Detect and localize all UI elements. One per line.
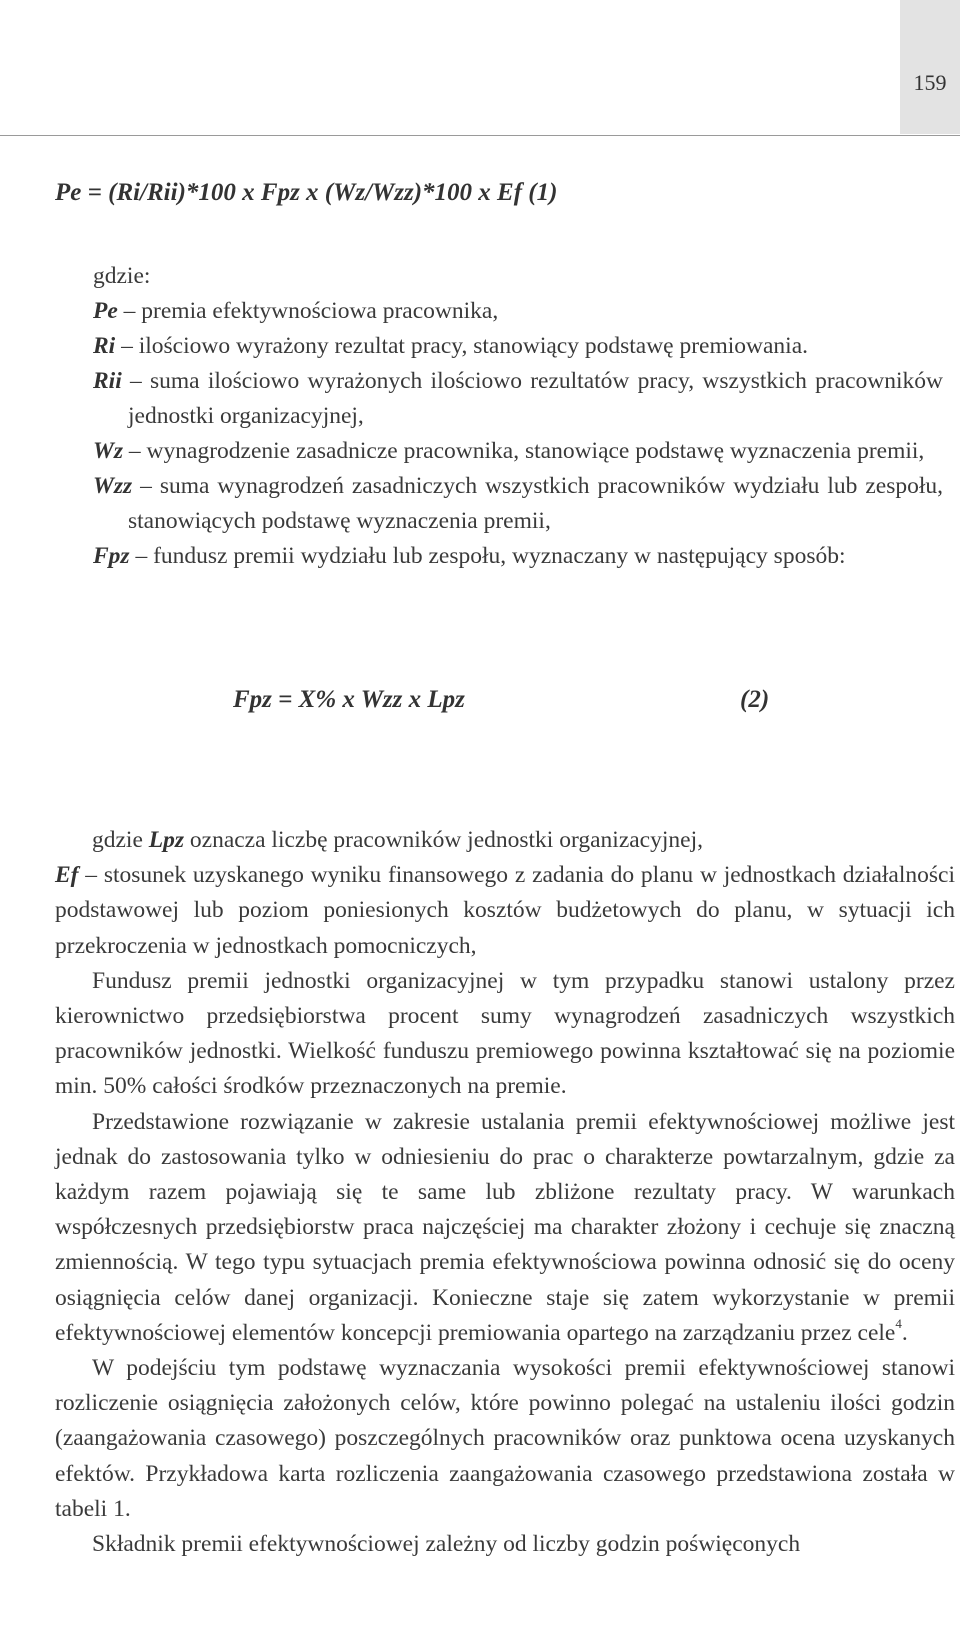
definition-item: [93, 434, 943, 469]
term: Ef: [55, 862, 79, 889]
paragraph: Fundusz premii jednostki organizacyjnej w tym przypadku stanowi ustalony przez kierownictwo przedsiębiorstwa procent sumy wynagrodzeń zasadniczych wszystkich pracowników jednostki. Wielkość funduszu premiowego powinna kształtować się na poziomie min. 50% całości środków przeznaczonych na premie.: [55, 967, 955, 1100]
paragraph-text: .: [901, 1319, 908, 1346]
footnote-ref: 4: [895, 1315, 902, 1331]
definition-item: [93, 469, 943, 539]
paragraph: Składnik premii efektywnościowej zależny od liczby godzin poświęconych: [92, 1531, 801, 1558]
term: Lpz: [148, 827, 185, 853]
definition-item: [93, 329, 943, 364]
definitions-list: [93, 259, 943, 574]
paragraph-text: oznacza liczbę pracowników jednostki organizacyjnej,: [184, 827, 703, 853]
formula-2-number: (2): [740, 686, 770, 713]
definition-term: Wzz: [93, 473, 133, 499]
definition-text: – suma ilościowo wyrażonych ilościowo rezultatów pracy, wszystkich pracowników jednostki organizacyjnej,: [121, 368, 943, 429]
header-rule: [0, 135, 960, 136]
paragraph-text: – stosunek uzyskanego wyniku finansowego z zadania do planu w jednostkach działalności podstawowej lub poziom poniesionych kosztów budżetowych do planu, w sytuacji ich przekroczenia w jednostkach pomocniczych,: [55, 862, 955, 959]
definition-term: Pe: [93, 298, 118, 324]
definition-text: – wynagrodzenie zasadnicze pracownika, stanowiące podstawę wyznaczenia premii,: [123, 438, 925, 464]
paragraph: [55, 823, 955, 858]
definition-text: – premia efektywnościowa pracownika,: [117, 298, 499, 324]
paragraph: [55, 1105, 955, 1351]
formula-1: Pe = (Ri/Rii)*100 x Fpz x (Wz/Wzz)*100 x Ef (1): [55, 179, 558, 206]
definition-item: [93, 294, 943, 329]
definition-text: – suma wynagrodzeń zasadniczych wszystkich pracowników wydziału lub zespołu, stanowiących podstawę wyznaczenia premii,: [128, 473, 943, 534]
formula-2: Fpz = X% x Wzz x Lpz: [233, 686, 465, 713]
page-tab: [900, 0, 960, 134]
paragraph-text: gdzie: [92, 827, 149, 853]
definition-term: Rii: [93, 368, 122, 394]
body-text: [55, 823, 955, 1562]
definition-item: [93, 364, 943, 434]
paragraph: W podejściu tym podstawę wyznaczania wysokości premii efektywnościowej stanowi rozliczenie osiągnięcia założonych celów, które powinno polegać na ustaleniu ilości godzin (zaangażowania czasowego) poszczególnych pracowników oraz punktowa ocena uzyskanych efektów. Przykładowa karta rozliczenia zaangażowania czasowego przedstawiona została w tabeli 1.: [55, 1355, 955, 1522]
definition-text: – fundusz premii wydziału lub zespołu, wyznaczany w następujący sposób:: [129, 543, 846, 569]
definition-term: Wz: [93, 438, 124, 464]
paragraph-text: Przedstawione rozwiązanie w zakresie ustalania premii efektywnościowej możliwe jest jednak do zastosowania tylko w odniesieniu do prac o charakterze powtarzalnym, gdzie za każdym razem pojawiają się te same lub zbliżone rezultaty pracy. W warunkach współczesnych przedsiębiorstw praca najczęściej ma charakter złożony i cechuje się znaczną zmiennością. W tego typu sytuacjach premia efektywnościowa powinna odnosić się do oceny osiągnięcia celów danej organizacji. Konieczne staje się zatem wykorzystanie w premii efektywnościowej elementów koncepcji premiowania opartego na zarządzaniu przez cele: [55, 1108, 955, 1346]
page-number: 159: [913, 70, 947, 95]
definition-term: Ri: [93, 333, 116, 359]
paragraph: [55, 858, 955, 964]
where-label: gdzie:: [93, 263, 151, 289]
definition-text: – ilościowo wyrażony rezultat pracy, stanowiący podstawę premiowania.: [115, 333, 809, 359]
definition-term: Fpz: [93, 543, 130, 569]
definition-item: [93, 539, 943, 574]
